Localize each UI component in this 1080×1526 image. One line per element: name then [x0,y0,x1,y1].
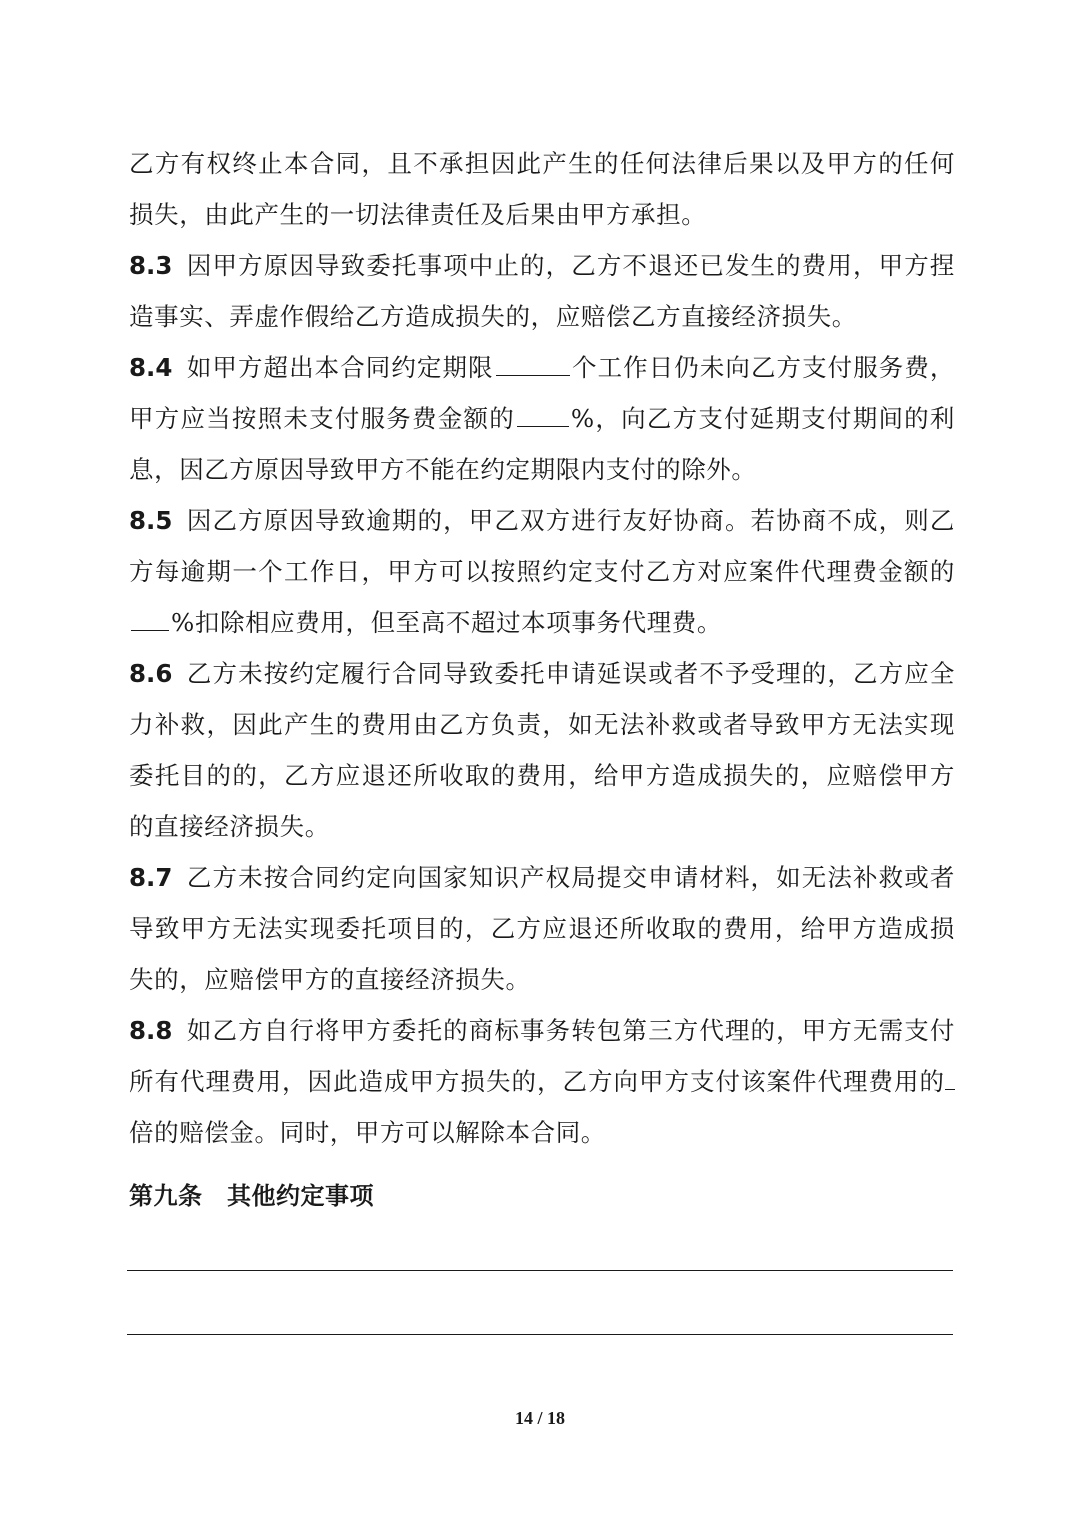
clause-number: 8.7 [129,863,173,892]
clause-number: 8.5 [129,506,173,535]
clause-number: 8.3 [129,251,173,280]
clause-text: 乙方未按约定履行合同导致委托申请延误或者不予受理的，乙方应全力补救，因此产生的费用由乙方负责，如无法补救或者导致甲方无法实现委托目的的，乙方应退还所收取的费用，给甲方造成损失的，应赔偿甲方的直接经济损失。 [129,659,955,841]
clause-8-8 [129,1005,955,1158]
blank-percent-field[interactable] [517,400,569,427]
clause-text: 如乙方自行将甲方委托的商标事务转包第三方代理的，甲方无需支付所有代理费用，因此造成甲方损失的，乙方向甲方支付该案件代理费用的 [129,1016,955,1096]
clause-number: 8.4 [129,353,173,382]
clause-number: 8.6 [129,659,173,688]
continuation-paragraph [129,138,955,240]
blank-multiplier-field[interactable] [945,1063,955,1090]
blank-days-field[interactable] [496,349,570,376]
clause-number: 8.8 [129,1016,173,1045]
clause-8-3 [129,240,955,342]
clause-8-6 [129,648,955,852]
continuation-text: 乙方有权终止本合同，且不承担因此产生的任何法律后果以及甲方的任何损失，由此产生的一切法律责任及后果由甲方承担。 [129,149,955,229]
clause-text: 乙方未按合同约定向国家知识产权局提交申请材料，如无法补救或者导致甲方无法实现委托项目的，乙方应退还所收取的费用，给甲方造成损失的，应赔偿甲方的直接经济损失。 [129,863,955,994]
blank-fill-line[interactable] [127,1334,953,1335]
clause-8-7 [129,852,955,1005]
blank-percent-field[interactable] [131,604,169,631]
clause-text: %扣除相应费用，但至高不超过本项事务代理费。 [171,608,722,637]
page-number: 14 / 18 [514,1408,565,1428]
clause-8-5 [129,495,955,648]
clause-text: %，向乙方支付延期支付期间的利息，因乙方原因导致甲方不能在约定期限内支付的除外。 [129,404,955,484]
clause-8-4 [129,342,955,495]
blank-fill-line[interactable] [127,1270,953,1271]
clause-text: 个工作日仍未向乙方支付服务费，甲方应当按照未支付服务费金额的 [129,353,955,433]
clause-text: 因乙方原因导致逾期的，甲乙双方进行友好协商。若协商不成，则乙方每逾期一个工作日，甲方可以按照约定支付乙方对应案件代理费金额的 [129,506,955,586]
section-heading: 第九条 其他约定事项 [129,1182,374,1210]
clause-text: 如甲方超出本合同约定期限 [186,353,494,382]
clause-text: 因甲方原因导致委托事项中止的，乙方不退还已发生的费用，甲方捏造事实、弄虚作假给乙方造成损失的，应赔偿乙方直接经济损失。 [129,251,955,331]
contract-body [129,138,955,1158]
clause-text: 倍的赔偿金。同时，甲方可以解除本合同。 [129,1118,606,1147]
